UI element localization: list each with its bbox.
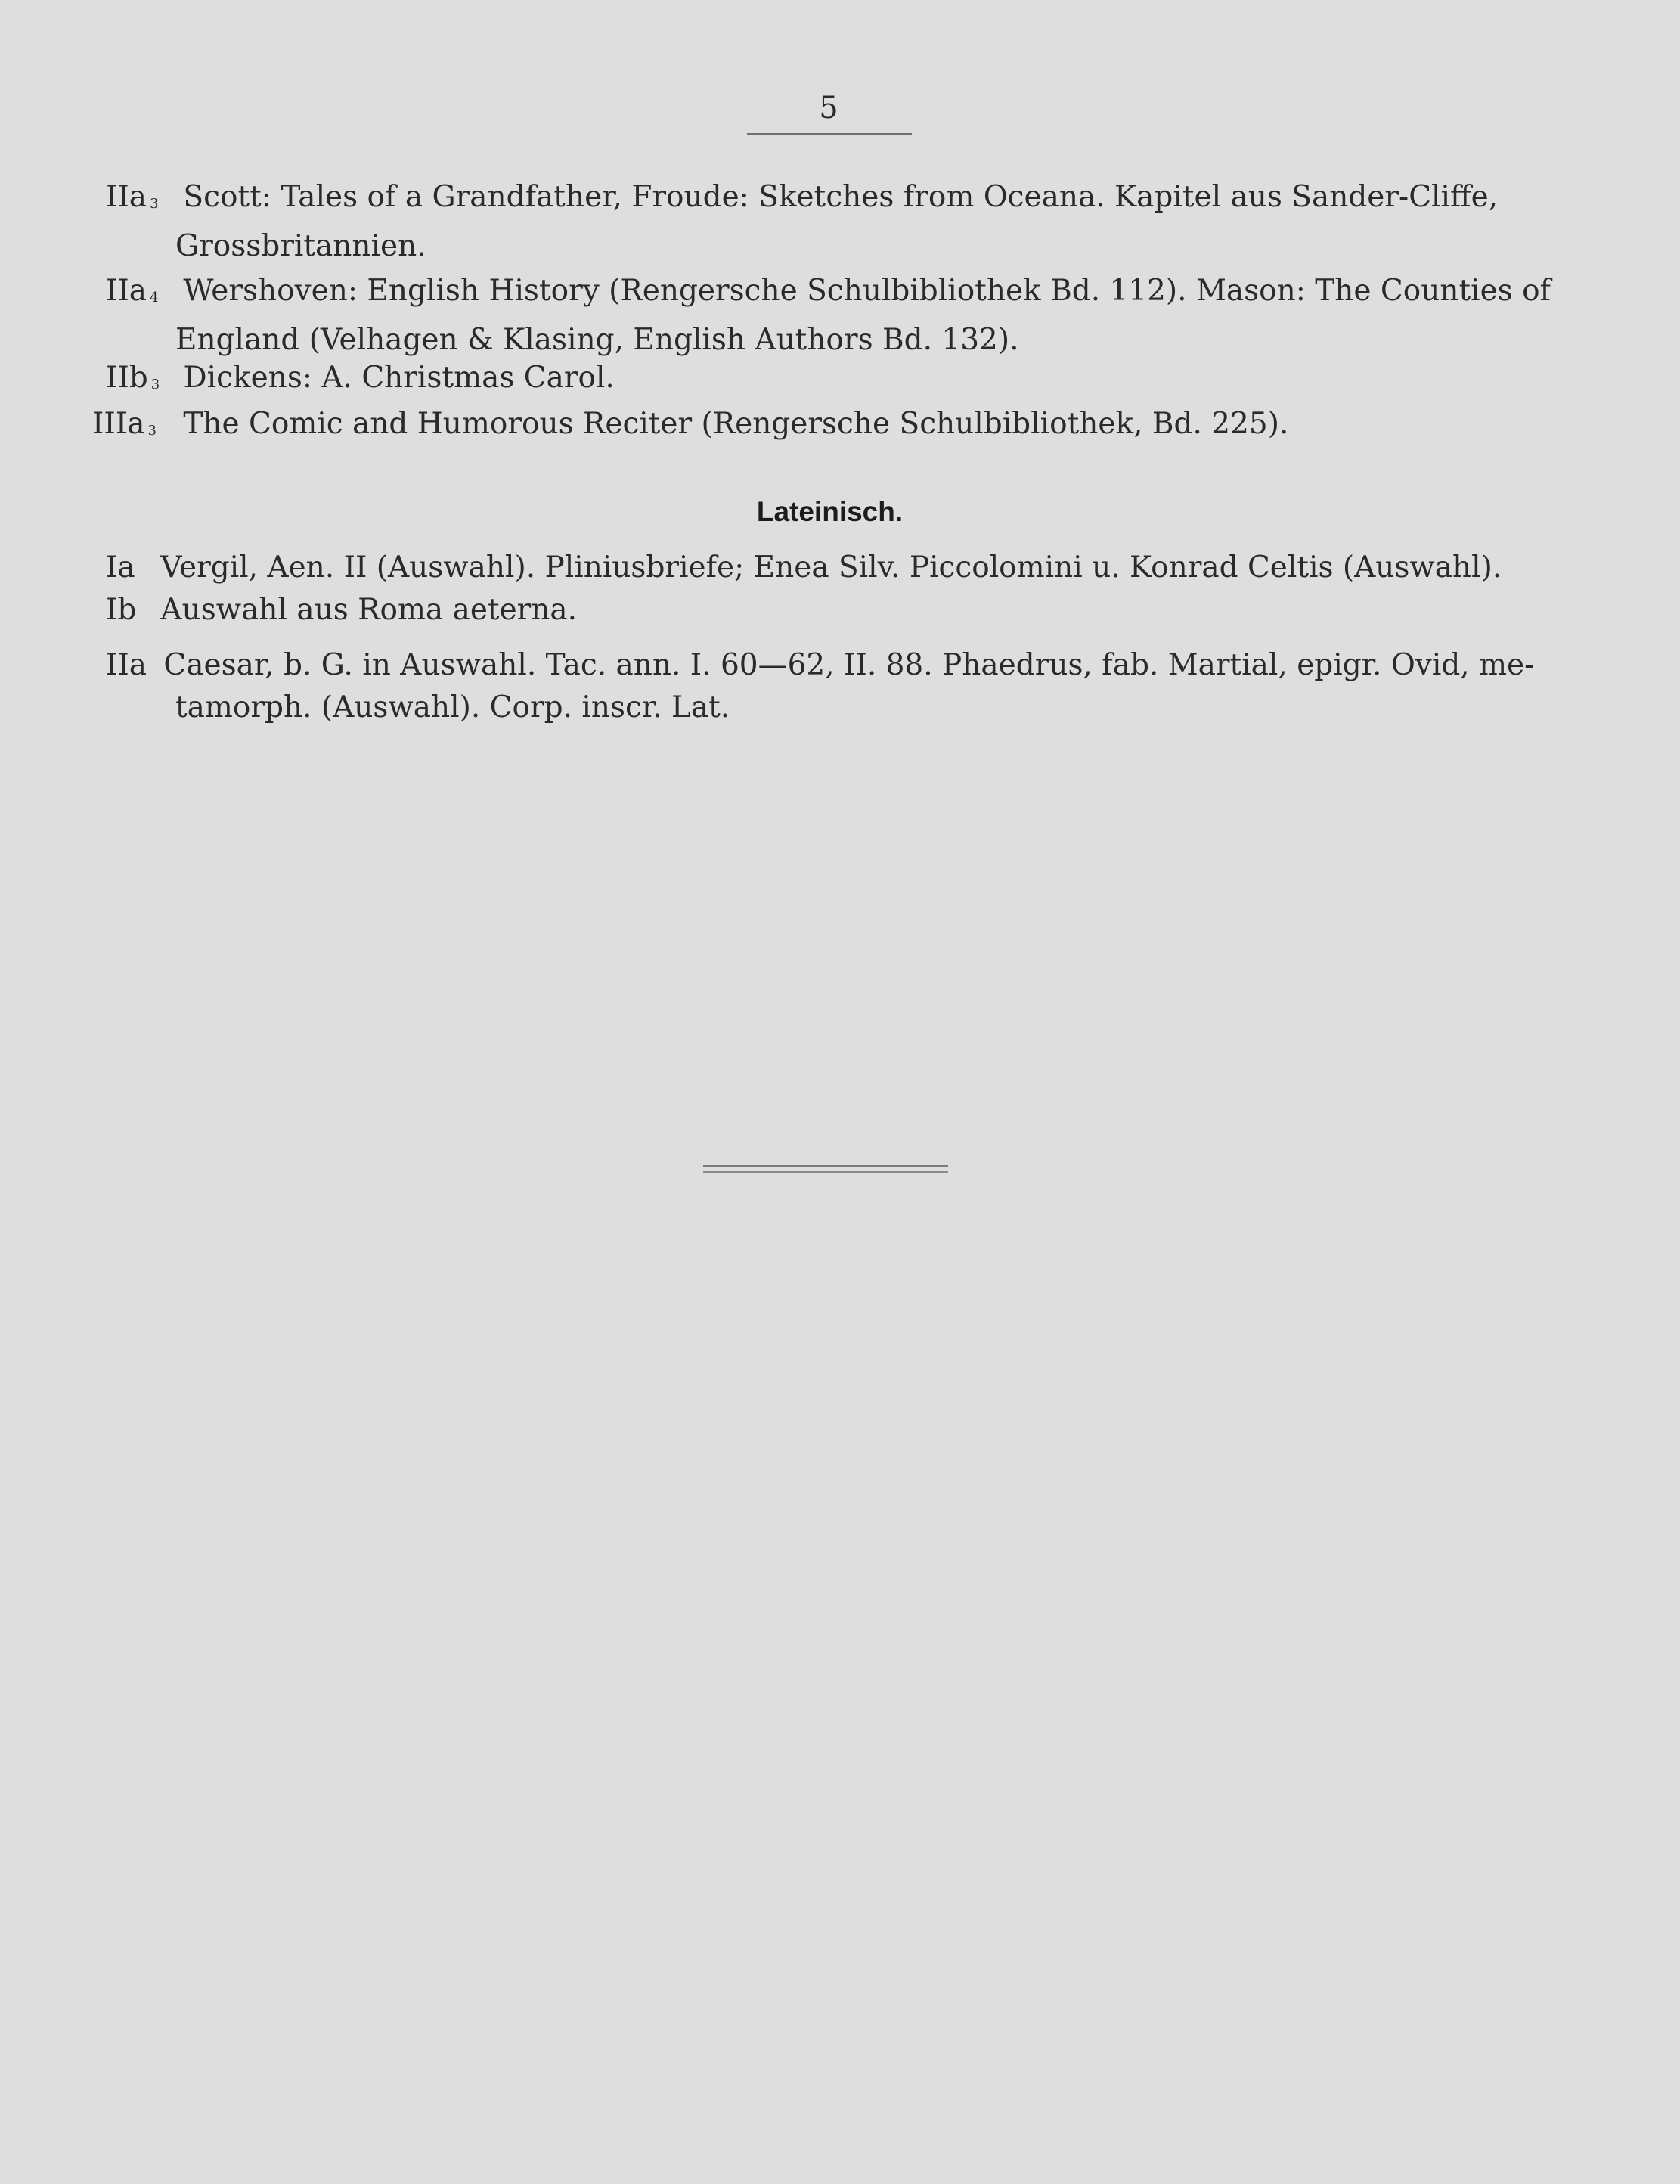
entry-text: Vergil, Aen. II (Auswahl). Pliniusbriefe; Enea Silv. Piccolomini u. Konrad Celtis (Auswahl). (160, 551, 1502, 585)
english-entry-iia4 (106, 270, 1573, 361)
english-entry-iia3 (106, 176, 1573, 268)
entry-text: Dickens: A. Christmas Carol. (183, 361, 615, 395)
entry-class-label: IIIa $_3$ (92, 407, 157, 441)
english-entry-iib3 (106, 357, 1573, 406)
page-number: 5 (819, 91, 838, 126)
latin-entry-ia (106, 547, 1573, 589)
entry-class-label: IIa $_3$ (106, 180, 159, 214)
entry-text-continuation: Grossbritannien. (175, 229, 426, 263)
entry-text: Scott: Tales of a Grandfather, Froude: Sketches from Oceana. Kapitel aus Sander-Cliffe, (183, 180, 1499, 214)
english-entry-iiia3 (92, 403, 1559, 452)
entry-class-label: Ib (106, 593, 137, 627)
entry-class-label: IIb $_3$ (106, 361, 160, 395)
entry-class-label: Ia (106, 551, 135, 585)
entry-text: Auswahl aus Roma aeterna. (160, 593, 578, 627)
entry-text-continuation: England (Velhagen & Klasing, English Authors Bd. 132). (175, 323, 1019, 357)
section-end-rule (703, 1165, 948, 1173)
latin-entry-iia (106, 644, 1573, 729)
latin-entry-ib (106, 589, 1573, 631)
entry-text: The Comic and Humorous Reciter (Rengersche Schulbibliothek, Bd. 225). (183, 407, 1289, 441)
entry-text-continuation: tamorph. (Auswahl). Corp. inscr. Lat. (175, 690, 730, 724)
latin-section-heading: Lateinisch. (756, 496, 904, 527)
page-number-rule (747, 133, 912, 135)
entry-text: Caesar, b. G. in Auswahl. Tac. ann. I. 60—62, II. 88. Phaedrus, fab. Martial, epigr. Ovid, me- (163, 648, 1535, 682)
entry-class-label: IIa (106, 648, 147, 682)
entry-class-label: IIa $_4$ (106, 274, 159, 308)
entry-text: Wershoven: English History (Rengersche Schulbibliothek Bd. 112). Mason: The Counties of (183, 274, 1551, 308)
